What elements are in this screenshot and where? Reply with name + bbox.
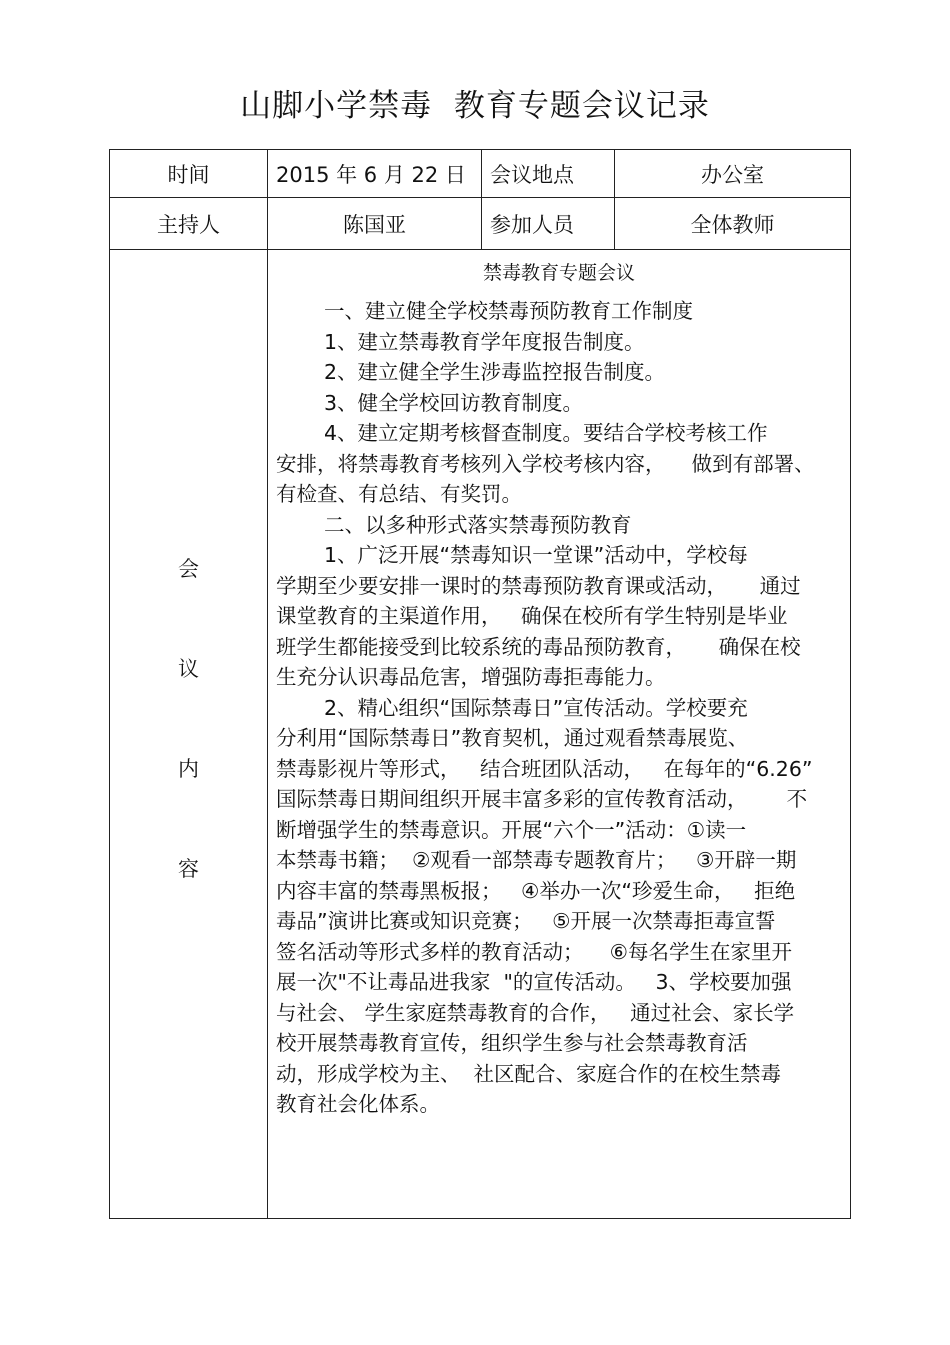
content-line: 学期至少要安排一课时的禁毒预防教育课或活动， 通过 <box>276 573 801 598</box>
time-label: 时间 <box>110 150 268 198</box>
host-value: 陈国亚 <box>268 198 482 250</box>
content-line: 二、以多种形式落实禁毒预防教育 <box>324 512 632 537</box>
content-line: 毒品”演讲比赛或知识竞赛； ⑤开展一次禁毒拒毒宣誓 <box>276 909 776 933</box>
attendees-value: 全体教师 <box>615 198 851 250</box>
content-line: 断增强学生的禁毒意识。开展“六个一”活动：①读一 <box>276 817 747 842</box>
time-value: 2015 年 6 月 22 日 <box>268 150 482 198</box>
content-line: 校开展禁毒教育宣传，组织学生参与社会禁毒教育活 <box>276 1031 748 1055</box>
content-label-char: 内 <box>178 757 199 781</box>
content-line: 国际禁毒日期间组织开展丰富多彩的宣传教育活动， 不 <box>276 787 808 811</box>
document-title: 山脚小学禁毒 教育专题会议记录 <box>240 88 710 124</box>
attendees-label: 参加人员 <box>482 198 615 250</box>
place-value: 办公室 <box>615 150 851 198</box>
content-label-char: 会 <box>178 557 199 581</box>
content-line: 安排，将禁毒教育考核列入学校考核内容， 做到有部署、 <box>276 451 815 476</box>
content-line: 1、建立禁毒教育学年度报告制度。 <box>324 329 645 354</box>
content-line: 内容丰富的禁毒黑板报； ④举办一次“珍爱生命， 拒绝 <box>276 878 796 903</box>
content-label <box>110 250 268 1219</box>
content-heading: 禁毒教育专题会议 <box>482 262 635 284</box>
table-row <box>110 150 851 198</box>
content-line: 禁毒影视片等形式， 结合班团队活动， 在每年的“6.26” <box>276 756 813 781</box>
content-line: 有检查、有总结、有奖罚。 <box>276 482 522 506</box>
host-label: 主持人 <box>110 198 268 250</box>
content-line: 教育社会化体系。 <box>276 1092 440 1116</box>
content-paragraphs <box>276 296 842 1120</box>
content-line: 4、建立定期考核督查制度。要结合学校考核工作 <box>324 421 768 445</box>
content-line: 3、健全学校回访教育制度。 <box>324 390 584 415</box>
meeting-content <box>268 250 851 1219</box>
content-line: 班学生都能接受到比较系统的毒品预防教育， 确保在校 <box>276 634 801 659</box>
table-row <box>110 198 851 250</box>
content-line: 生充分认识毒品危害，增强防毒拒毒能力。 <box>276 665 666 689</box>
content-line: 与社会、 学生家庭禁毒教育的合作， 通过社会、家长学 <box>276 1000 795 1025</box>
content-line: 展一次"不让毒品进我家 "的宣传活动。 3、学校要加强 <box>276 970 792 994</box>
content-line: 2、建立健全学生涉毒监控报告制度。 <box>324 360 666 384</box>
content-line: 分利用“国际禁毒日”教育契机，通过观看禁毒展览、 <box>276 726 749 750</box>
place-label: 会议地点 <box>482 150 615 198</box>
content-label-char: 议 <box>178 657 199 681</box>
content-line: 一、建立健全学校禁毒预防教育工作制度 <box>324 299 693 323</box>
content-line: 课堂教育的主渠道作用， 确保在校所有学生特别是毕业 <box>276 604 788 628</box>
meeting-record-table <box>109 149 851 1219</box>
content-line: 动，形成学校为主、 社区配合、家庭合作的在校生禁毒 <box>276 1061 782 1086</box>
table-row <box>110 250 851 1219</box>
content-label-char: 容 <box>178 857 199 881</box>
content-line: 1、广泛开展“禁毒知识一堂课”活动中，学校每 <box>324 543 748 567</box>
content-line: 本禁毒书籍； ②观看一部禁毒专题教育片； ③开辟一期 <box>276 848 797 872</box>
content-line: 2、精心组织“国际禁毒日”宣传活动。学校要充 <box>324 695 748 720</box>
content-line: 签名活动等形式多样的教育活动； ⑥每名学生在家里开 <box>276 939 792 964</box>
